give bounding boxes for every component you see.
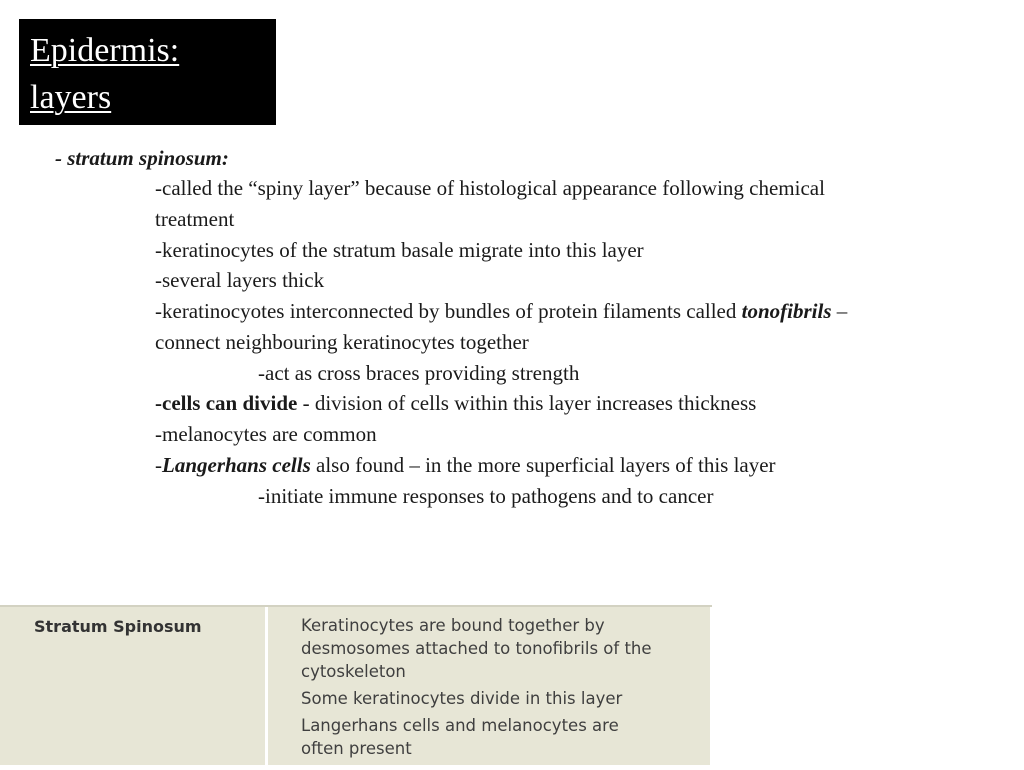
tonofibrils-term: tonofibrils	[741, 299, 832, 323]
body-text: also found – in the more superficial layers of this layer	[310, 453, 776, 477]
body-text: -keratinocyotes interconnected by bundles of protein filaments called	[155, 299, 742, 323]
slide-title-line2: layers	[30, 79, 112, 116]
body-line-cross-braces: -act as cross braces providing strength	[258, 361, 580, 385]
body-text: - division of cells within this layer increases thickness	[297, 391, 757, 415]
slide-title-line1: Epidermis:	[30, 32, 180, 69]
table-desc-line: Langerhans cells and melanocytes are	[301, 716, 619, 735]
table-desc-line: desmosomes attached to tonofibrils of the	[301, 639, 652, 658]
body-line-immune: -initiate immune responses to pathogens and to cancer	[258, 484, 714, 508]
langerhans-term: Langerhans cells	[162, 453, 311, 477]
body-text: –	[831, 299, 848, 323]
body-line-migrate: -keratinocytes of the stratum basale migrate into this layer	[155, 238, 644, 262]
body-line-treatment: treatment	[155, 207, 235, 231]
body-line-spiny: -called the “spiny layer” because of histological appearance following chemical	[155, 176, 825, 200]
summary-table	[0, 605, 712, 768]
table-edge	[710, 607, 712, 770]
table-heading: Stratum Spinosum	[34, 617, 202, 636]
body-line-langerhans	[155, 450, 776, 481]
body-line-connect: connect neighbouring keratinocytes together	[155, 330, 529, 354]
cells-divide-term: -cells can divide	[155, 391, 298, 415]
body-line-divide	[155, 388, 756, 419]
table-desc-line: Keratinocytes are bound together by	[301, 616, 605, 635]
table-column-divider	[265, 607, 268, 770]
table-desc-line: often present	[301, 739, 412, 758]
body-line-thick: -several layers thick	[155, 268, 325, 292]
table-desc-line: Some keratinocytes divide in this layer	[301, 689, 623, 708]
subheading: - stratum spinosum:	[55, 146, 229, 170]
table-desc-line: cytoskeleton	[301, 662, 406, 681]
body-line-tonofibrils	[155, 296, 847, 327]
body-text: -	[155, 453, 162, 477]
body-line-melanocytes: -melanocytes are common	[155, 422, 377, 446]
